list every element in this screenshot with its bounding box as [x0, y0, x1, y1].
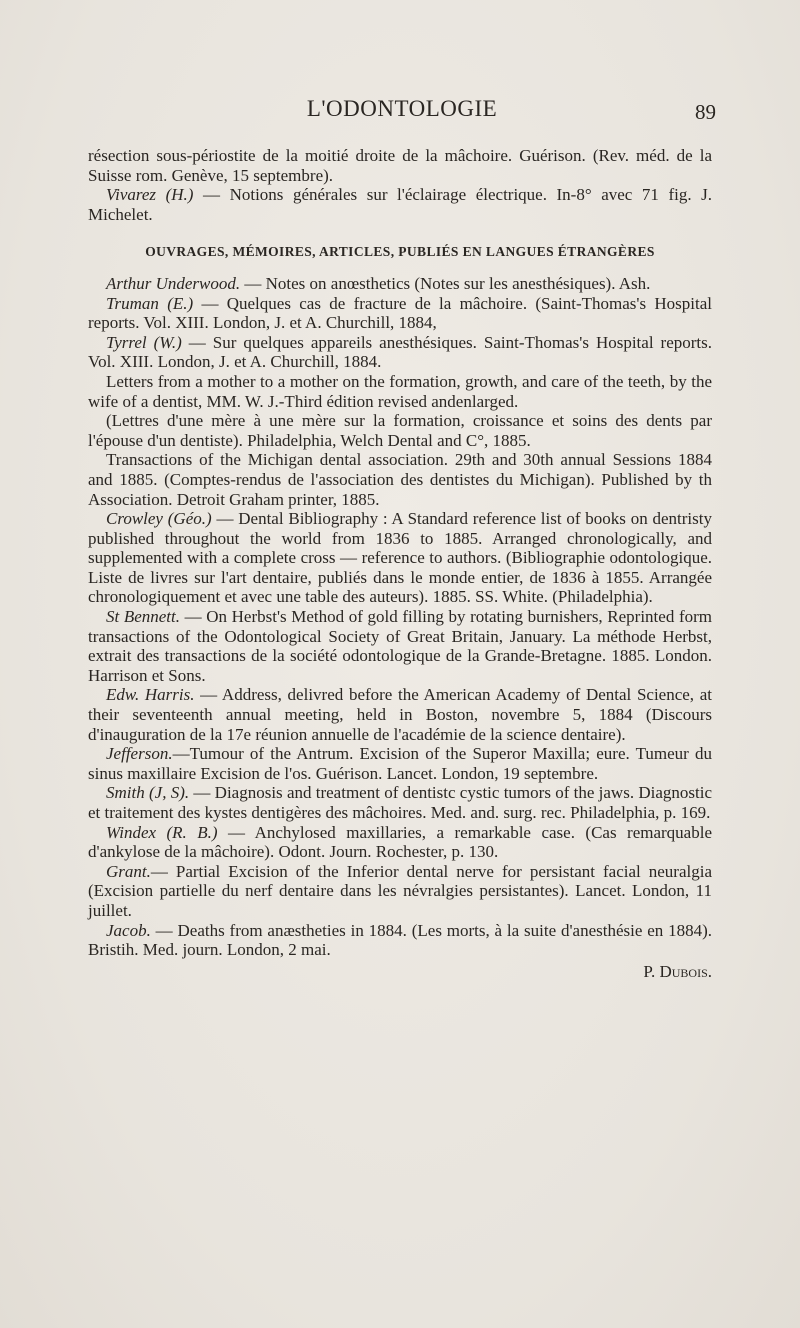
- running-title: L'ODONTOLOGIE: [306, 96, 498, 121]
- entry-text: — Anchylosed maxillaries, a remarkable case. (Cas remarquable d'ankylose de la mâchoire). Odont. Journ. Rochester, p. 130.: [88, 822, 712, 862]
- entry-text: — On Herbst's Method of gold filling by rotating burnishers, Reprinted form transactions of the Odontological Society of Great Britain, January. La méthode Herbst, extrait des transactions de la société odontologique de la Grande-Bretagne. 1885. London. Harrison et Sons.: [88, 607, 712, 685]
- bibliography-entry: [88, 185, 712, 224]
- bibliography-entry: [88, 744, 712, 783]
- entry-text: — Deaths from anæstheties in 1884. (Les morts, à la suite d'anesthésie en 1884). Bristih. Med. journ. London, 2 mai.: [88, 920, 712, 960]
- running-head: [88, 96, 716, 132]
- entry-author: Arthur Underwood.: [106, 273, 241, 293]
- bibliography-entry: [88, 411, 712, 450]
- entry-text: — Sur quelques appareils anesthésiques. Saint-Thomas's Hospital reports. Vol. XIII. London, J. et A. Churchill, 1884.: [88, 332, 713, 372]
- entry-text: (Lettres d'une mère à une mère sur la formation, croissance et soins des dents par l'épouse d'un dentiste). Philadelphia, Welch Dental and C°, 1885.: [88, 411, 712, 450]
- signature: P. Dubois.: [643, 961, 712, 981]
- entry-author: Tyrrel (W.): [106, 332, 182, 352]
- entry-text: — Diagnosis and treatment of dentistc cystic tumors of the jaws. Diagnostic et traitement des kystes dentigères des mâchoires. Med. and. surg. rec. Philadelphia, p. 169.: [88, 783, 712, 822]
- bibliography-entry: [88, 294, 712, 333]
- bibliography-entry: [88, 450, 712, 509]
- entry-text: Letters from a mother to a mother on the formation, growth, and care of the teeth, by the wife of a dentist, MM. W. J.-Third édition revised andenlarged.: [88, 371, 712, 411]
- bibliography-entry: [88, 921, 712, 960]
- bibliography-entry: [88, 509, 712, 607]
- entry-text: — Dental Bibliography : A Standard reference list of books on dentristy published throughout the world from 1836 to 1885. Arranged chronologically, and supplemented with a complete cross — reference to authors. (Bibliographie odontologique. Liste de livres sur l'art dentaire, publiés dans le monde entier, de 1836 à 1855. Arrangée chronologiquement et avec une table des auteurs). 1885. SS. White. (Philadelphia).: [88, 509, 712, 607]
- entry-text: — Partial Excision of the Inferior dental nerve for persistant facial neuralgia (Excision partielle du nerf dentaire dans les névralgies persistantes). Lancet. London, 11 juillet.: [88, 861, 712, 920]
- entry-text: — Address, delivred before the American Academy of Dental Science, at their seventeenth annual meeting, held in Boston, novembre 5, 1884 (Discours d'inauguration de la 17e réunion annuelle de l'académie de la science dentaire).: [88, 685, 713, 744]
- entry-author: Crowley (Géo.): [106, 509, 212, 529]
- entry-text: — Notes on anœsthetics (Notes sur les anesthésiques). Ash.: [240, 273, 651, 293]
- entry-author: Truman (E.): [106, 293, 194, 313]
- entry-author: Vivarez (H.): [106, 185, 194, 205]
- entry-author: Jacob.: [106, 920, 151, 940]
- entry-text: — Notions générales sur l'éclairage électrique. In-8° avec 71 fig. J. Michelet.: [88, 185, 713, 224]
- entry-text: résection sous-périostite de la moitié droite de la mâchoire. Guérison. (Rev. méd. de la Suisse rom. Genève, 15 septembre).: [88, 146, 712, 185]
- entry-author: Edw. Harris.: [106, 685, 195, 705]
- bibliography-entry: [88, 274, 712, 294]
- entry-text: — Quelques cas de fracture de la mâchoire. (Saint-Thomas's Hospital reports. Vol. XIII. London, J. et A. Churchill, 1884,: [88, 293, 712, 333]
- section-heading: OUVRAGES, MÉMOIRES, ARTICLES, PUBLIÉS EN LANGUES ÉTRANGÈRES: [145, 244, 655, 260]
- bibliography-entry: [88, 333, 712, 372]
- page-number: 89: [695, 100, 716, 124]
- bibliography-entry: [88, 823, 712, 862]
- entry-text: Transactions of the Michigan dental association. 29th and 30th annual Sessions 1884 and 1885. (Comptes-rendus de l'association des dentistes du Michigan). Published by th Association. Detroit Graham printer, 1885.: [88, 450, 712, 509]
- bibliography-entry: [88, 146, 712, 185]
- entry-text: —Tumour of the Antrum. Excision of the Superor Maxilla; eure. Tumeur du sinus maxillaire Excision de l'os. Guérison. Lancet. London, 19 septembre.: [88, 744, 712, 783]
- entry-author: Jefferson.: [106, 744, 173, 764]
- bibliography-entry: [88, 372, 712, 411]
- bibliography-entry: [88, 685, 712, 744]
- entry-author: St Bennett.: [106, 607, 181, 627]
- page-body: [88, 146, 712, 981]
- bibliography-entry: [88, 783, 712, 822]
- entry-author: Windex (R. B.): [106, 822, 218, 842]
- bibliography-entry: [88, 862, 712, 921]
- entry-author: Grant.: [106, 861, 151, 881]
- entry-author: Smith (J, S).: [106, 783, 190, 803]
- bibliography-entry: [88, 607, 712, 685]
